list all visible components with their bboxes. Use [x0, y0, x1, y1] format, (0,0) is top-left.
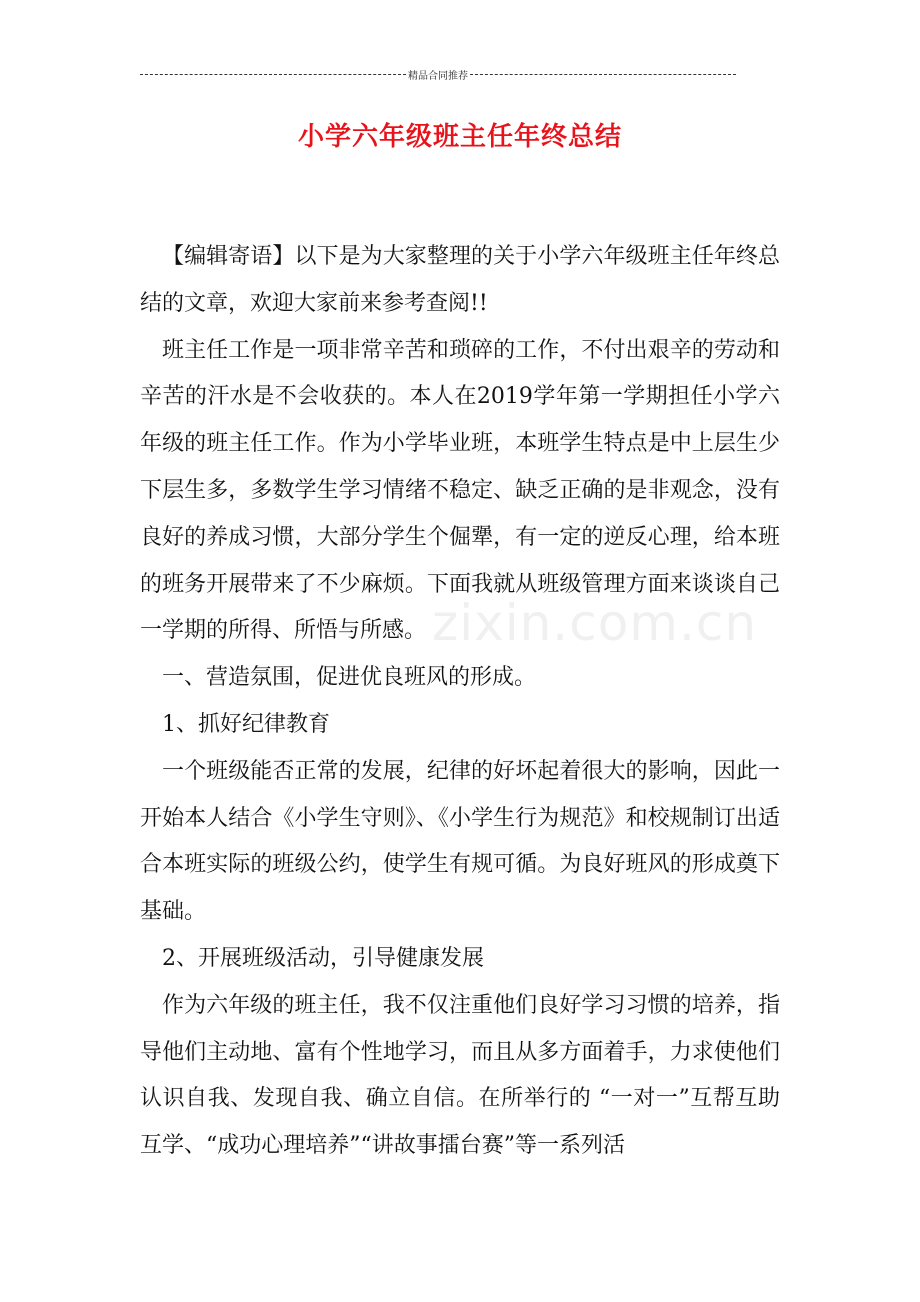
- header-rule: [140, 66, 736, 82]
- subheading-2: 2、开展班级活动，引导健康发展: [162, 945, 484, 971]
- document-body: [140, 234, 780, 1170]
- document-title: 小学六年级班主任年终总结: [297, 122, 622, 152]
- paragraph-activities: 作为六年级的班主任，我不仅注重他们良好学习习惯的培养，指导他们主动地、富有个性地学习，而且从多方面着手，力求使他们认识自我、发现自我、确立自信。在所举行的 “一对一”互帮互助互学、“成功心理培养”“讲故事擂台赛”等一系列活: [140, 992, 780, 1159]
- header-dash-right: [470, 74, 736, 75]
- header-label: 精品合同推荐: [408, 70, 468, 82]
- subheading-1: 1、抓好纪律教育: [162, 711, 330, 737]
- watermark: zixin.com.cn: [432, 594, 758, 652]
- section-heading-1: 一、营造氛围，促进优良班风的形成。: [162, 665, 537, 691]
- paragraph-editor-note: 【编辑寄语】以下是为大家整理的关于小学六年级班主任年终总结的文章，欢迎大家前来参考查阅!!: [140, 244, 780, 316]
- header-dash-left: [140, 74, 406, 75]
- paragraph-discipline: 一个班级能否正常的发展，纪律的好坏起着很大的影响，因此一开始本人结合《小学生守则》、《小学生行为规范》和校规制订出适合本班实际的班级公约，使学生有规可循。为良好班风的形成奠下基础。: [140, 758, 780, 925]
- paragraph-intro: 班主任工作是一项非常辛苦和琐碎的工作，不付出艰辛的劳动和辛苦的汗水是不会收获的。本人在2019学年第一学期担任小学六年级的班主任工作。作为小学毕业班，本班学生特点是中上层生少下层生多，多数学生学习情绪不稳定、缺乏正确的是非观念，没有良好的养成习惯，大部分学生个倔犟，有一定的逆反心理，给本班的班务开展带来了不少麻烦。下面我就从班级管理方面来谈谈自己一学期的所得、所悟与所感。: [140, 337, 780, 644]
